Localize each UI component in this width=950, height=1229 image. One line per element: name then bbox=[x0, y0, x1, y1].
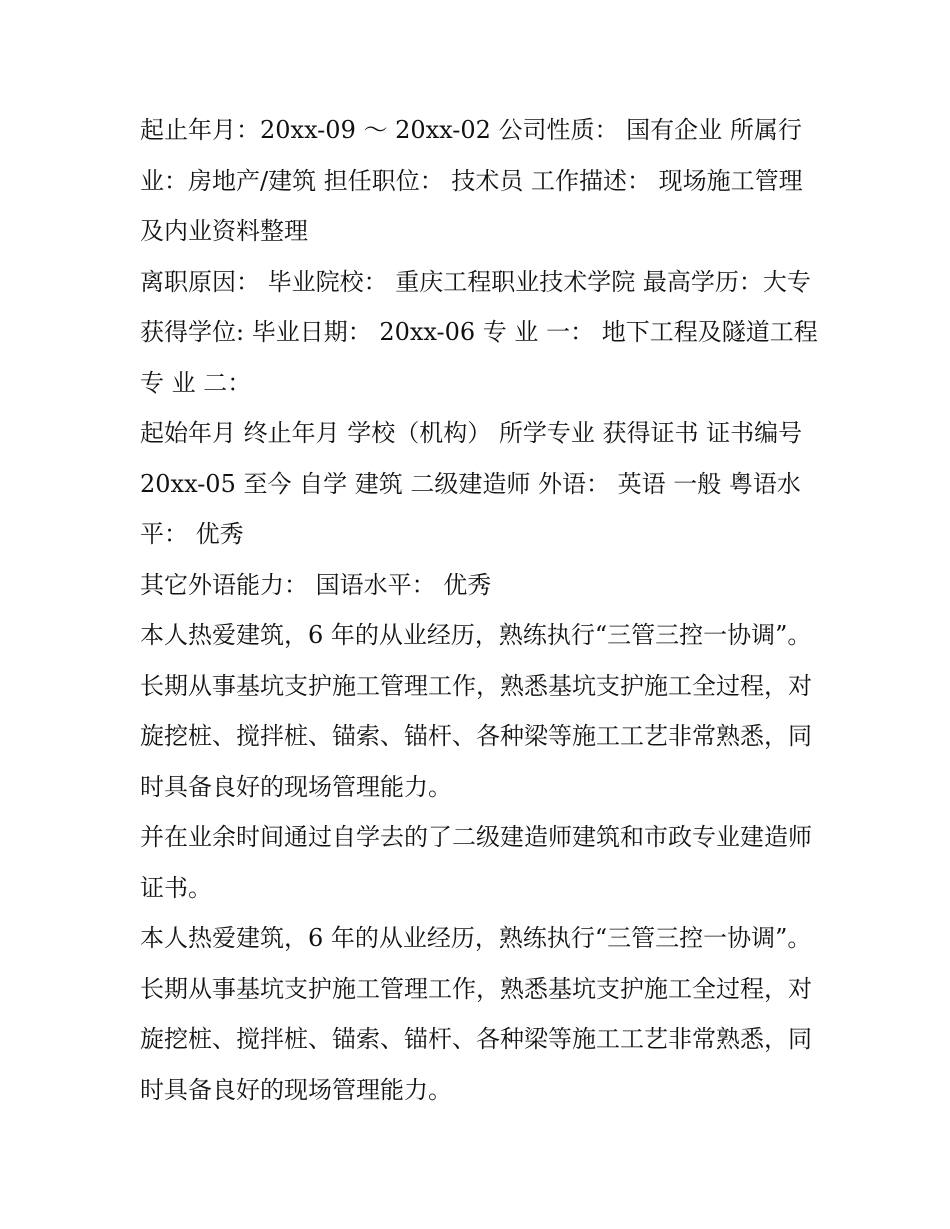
paragraph-self-evaluation-2: 本人热爱建筑，6 年的从业经历，熟练执行“三管三控一协调”。长期从事基坑支护施工管理工作，熟悉基坑支护施工全过程，对旋挖桩、搅拌桩、锚索、锚杆、各种梁等施工工艺非常熟悉，同时具备良好的现场管理能力。 bbox=[140, 924, 812, 1104]
paragraph-employment-period: 起止年月：20xx-09 ～ 20xx-02 公司性质： 国有企业 所属行业：房地产/建筑 担任职位： 技术员 工作描述： 现场施工管理及内业资料整理 bbox=[140, 116, 803, 245]
paragraph-certification-note: 并在业余时间通过自学去的了二级建造师建筑和市政专业建造师证书。 bbox=[140, 823, 812, 902]
document-body bbox=[140, 105, 820, 1115]
paragraph-self-evaluation-1: 本人热爱建筑，6 年的从业经历，熟练执行“三管三控一协调”。长期从事基坑支护施工管理工作，熟悉基坑支护施工全过程，对旋挖桩、搅拌桩、锚索、锚杆、各种梁等施工工艺非常熟悉，同时具备良好的现场管理能力。 bbox=[140, 621, 812, 801]
paragraph-education: 离职原因： 毕业院校： 重庆工程职业技术学院 最高学历：大专 获得学位: 毕业日期： 20xx-06 专 业 一： 地下工程及隧道工程 专 业 二： bbox=[140, 267, 818, 397]
paragraph-training-certificates: 起始年月 终止年月 学校（机构） 所学专业 获得证书 证书编号 20xx-05 至今 自学 建筑 二级建造师 外语： 英语 一般 粤语水平： 优秀 bbox=[140, 419, 803, 548]
paragraph-other-languages: 其它外语能力： 国语水平： 优秀 bbox=[140, 570, 492, 599]
